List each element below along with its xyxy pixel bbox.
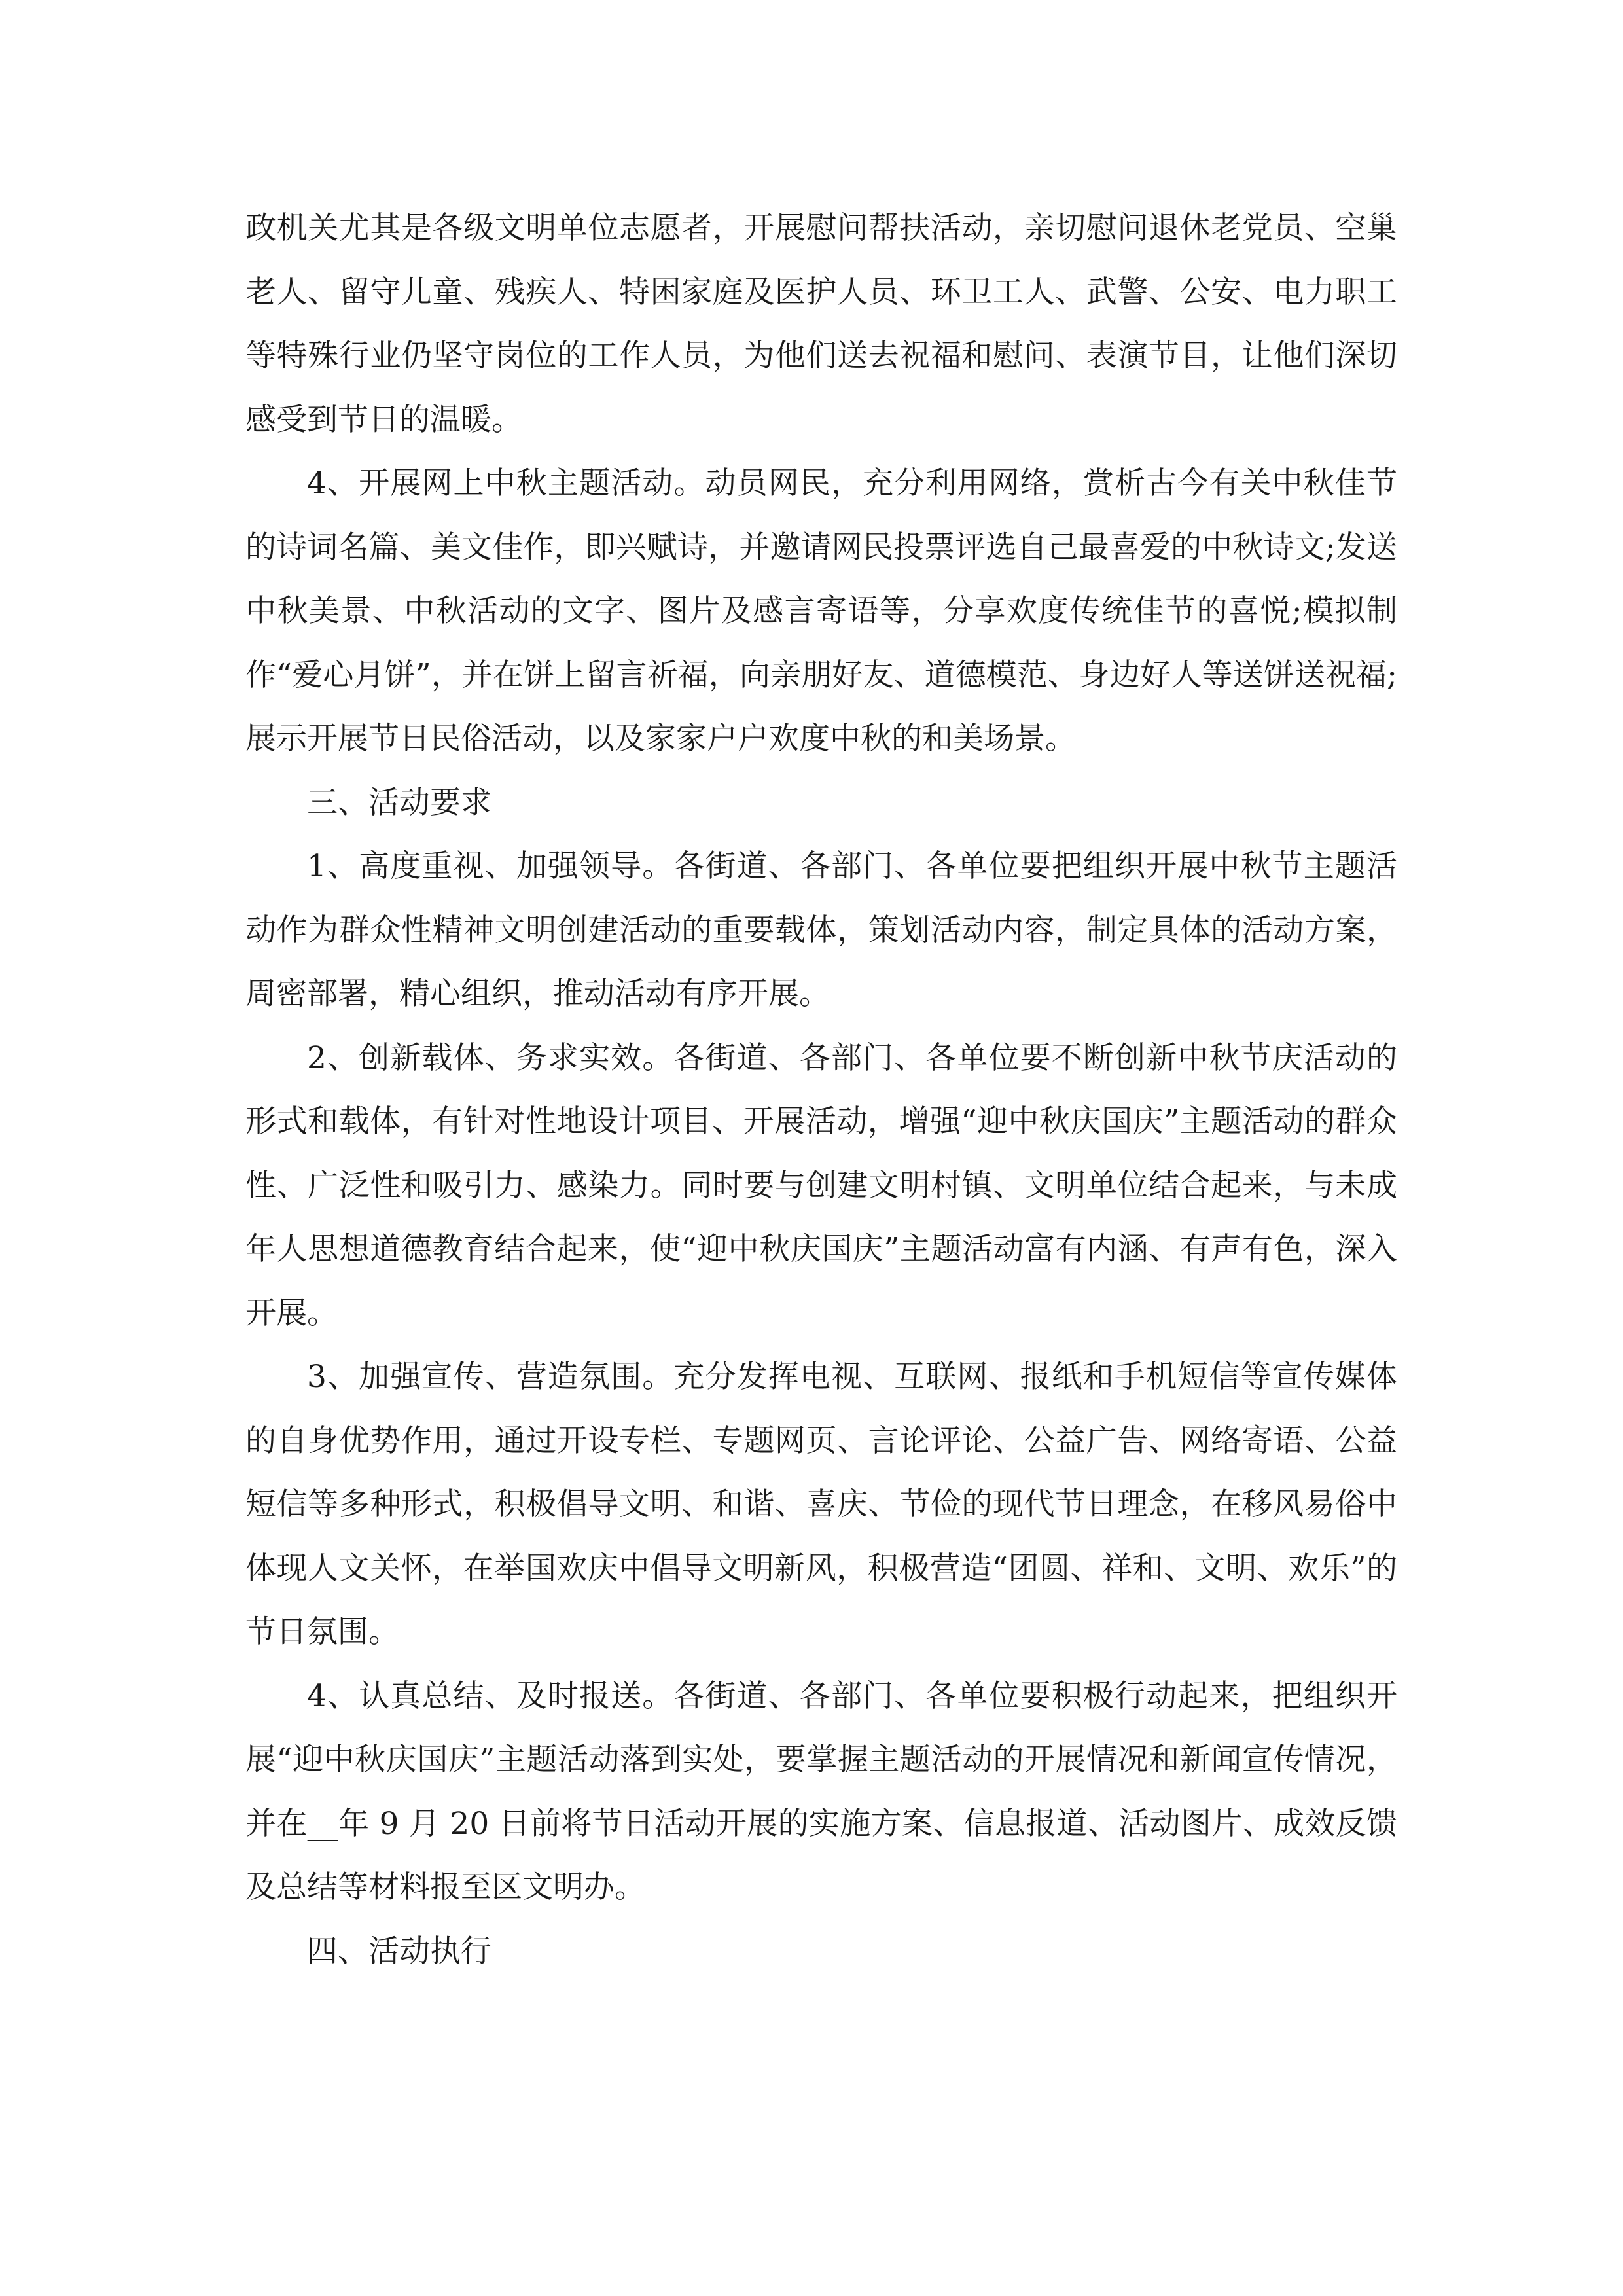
paragraph-requirement-4: 4、认真总结、及时报送。各街道、各部门、各单位要积极行动起来，把组织开展“迎中秋庆国庆”主题活动落到实处，要掌握主题活动的开展情况和新闻宣传情况，并在__年 9 月 20 日前将节日活动开展的实施方案、信息报道、活动图片、成效反馈及总结等材料报至区文明办。 bbox=[245, 1677, 1397, 1905]
paragraph-item-4-online-activity: 4、开展网上中秋主题活动。动员网民，充分利用网络，赏析古今有关中秋佳节的诗词名篇、美文佳作，即兴赋诗，并邀请网民投票评选自己最喜爱的中秋诗文;发送中秋美景、中秋活动的文字、图片及感言寄语等，分享欢度传统佳节的喜悦;模拟制作“爱心月饼”，并在饼上留言祈福，向亲朋好友、道德模范、身边好人等送饼送祝福;展示开展节日民俗活动，以及家家户户欢度中秋的和美场景。 bbox=[245, 465, 1397, 757]
paragraph-requirement-1: 1、高度重视、加强领导。各街道、各部门、各单位要把组织开展中秋节主题活动作为群众性精神文明创建活动的重要载体，策划活动内容，制定具体的活动方案，周密部署，精心组织，推动活动有序开展。 bbox=[245, 848, 1397, 1012]
document-body bbox=[245, 196, 1397, 1983]
paragraph-requirement-3: 3、加强宣传、营造氛围。充分发挥电视、互联网、报纸和手机短信等宣传媒体的自身优势作用，通过开设专栏、专题网页、言论评论、公益广告、网络寄语、公益短信等多种形式，积极倡导文明、和谐、喜庆、节俭的现代节日理念，在移风易俗中体现人文关怀，在举国欢庆中倡导文明新风，积极营造“团圆、祥和、文明、欢乐”的节日氛围。 bbox=[245, 1359, 1397, 1650]
paragraph-continuation: 政机关尤其是各级文明单位志愿者，开展慰问帮扶活动，亲切慰问退休老党员、空巢老人、留守儿童、残疾人、特困家庭及医护人员、环卫工人、武警、公安、电力职工等特殊行业仍坚守岗位的工作人员，为他们送去祝福和慰问、表演节目，让他们深切感受到节日的温暖。 bbox=[245, 210, 1397, 438]
paragraph-requirement-2: 2、创新载体、务求实效。各街道、各部门、各单位要不断创新中秋节庆活动的形式和载体，有针对性地设计项目、开展活动，增强“迎中秋庆国庆”主题活动的群众性、广泛性和吸引力、感染力。同时要与创建文明村镇、文明单位结合起来，与未成年人思想道德教育结合起来，使“迎中秋庆国庆”主题活动富有内涵、有声有色，深入开展。 bbox=[245, 1039, 1397, 1331]
section-heading-requirements: 三、活动要求 bbox=[307, 784, 491, 821]
section-heading-execution: 四、活动执行 bbox=[307, 1933, 491, 1969]
